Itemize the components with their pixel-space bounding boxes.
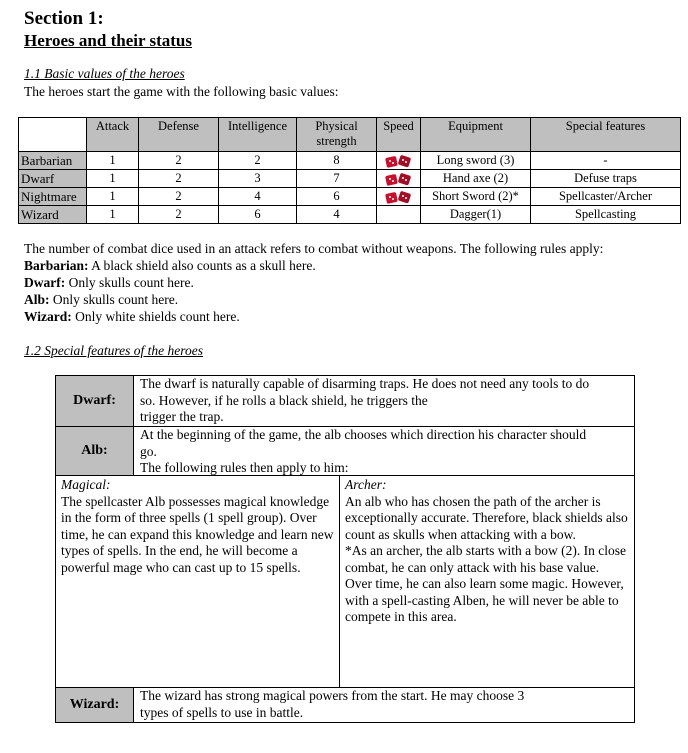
defense-value: 2: [139, 152, 219, 170]
rule-alb: [24, 291, 674, 308]
section-title: Heroes and their status: [24, 31, 192, 50]
basic-values-heading: 1.1 Basic values of the heroes: [24, 66, 185, 81]
section-number: Section 1:: [24, 8, 104, 29]
col-header-attack: Attack: [87, 118, 139, 152]
hero-name: Barbarian: [19, 152, 87, 170]
speed-cell: [377, 152, 421, 170]
strength-value: 7: [297, 170, 377, 188]
rule-text: A black shield also counts as a skull here.: [88, 258, 316, 273]
archer-text-3: Over time, he can also learn some magic. However, with a spell-casting Alben, he will never be able to compete in this area.: [345, 576, 624, 624]
special-value: -: [531, 152, 681, 170]
magical-text: The spellcaster Alb possesses magical knowledge in the form of three spells (1 spell group). Over time, he can expand this knowledge and learn new types of spells. In the end, he will become a powerful mage who can cast up to 15 spells.: [61, 493, 334, 575]
defense-value: 2: [139, 188, 219, 206]
col-header-intelligence: Intelligence: [219, 118, 297, 152]
intelligence-value: 3: [219, 170, 297, 188]
special-value: Spellcasting: [531, 206, 681, 224]
col-header-physical-strength: Physical strength: [297, 118, 377, 152]
defense-value: 2: [139, 206, 219, 224]
special-features-heading: 1.2 Special features of the heroes: [24, 343, 203, 358]
intelligence-value: 2: [219, 152, 297, 170]
red-dice-icon: [384, 171, 414, 187]
red-dice-icon: [384, 153, 414, 169]
rule-label: Dwarf:: [24, 275, 66, 290]
rule-text: Only white shields count here.: [71, 309, 240, 324]
equipment-value: Dagger(1): [421, 206, 531, 224]
combat-rules: [24, 240, 674, 325]
speed-cell: [377, 170, 421, 188]
col-header-speed: Speed: [377, 118, 421, 152]
equipment-value: Hand axe (2): [421, 170, 531, 188]
attack-value: 1: [87, 170, 139, 188]
hero-stats-table: [18, 117, 681, 224]
rule-barbarian: [24, 257, 674, 274]
dwarf-line: trigger the trap.: [140, 409, 224, 424]
archer-title: Archer:: [345, 477, 387, 492]
equipment-value: Long sword (3): [421, 152, 531, 170]
rule-dwarf: [24, 274, 674, 291]
rule-label: Alb:: [24, 292, 50, 307]
rule-wizard: [24, 308, 674, 325]
wizard-line: types of spells to use in battle.: [140, 704, 304, 720]
red-dice-icon: [384, 189, 414, 205]
strength-value: 6: [297, 188, 377, 206]
magical-title: Magical:: [61, 477, 111, 492]
intelligence-value: 6: [219, 206, 297, 224]
table-corner-cell: [19, 118, 87, 152]
attack-value: 1: [87, 152, 139, 170]
combat-rules-intro: The number of combat dice used in an attack refers to combat without weapons. The following rules apply:: [24, 241, 604, 256]
speed-cell: [377, 206, 421, 224]
wizard-description: [140, 688, 632, 721]
archer-text-1: An alb who has chosen the path of the archer is exceptionally accurate. Therefore, black shields also count as skulls when attacking with a bow.: [345, 493, 628, 542]
alb-label: Alb:: [55, 426, 134, 476]
hero-name: Nightmare: [19, 188, 87, 206]
dwarf-line: The dwarf is naturally capable of disarming traps. He does not need any tools to do: [140, 376, 590, 391]
archer-text-2: *As an archer, the alb starts with a bow (2). In close combat, he can only attack with his base value.: [345, 543, 626, 575]
attack-value: 1: [87, 206, 139, 224]
basic-values-intro: The heroes start the game with the following basic values:: [24, 84, 339, 99]
wizard-line: The wizard has strong magical powers from the start. He may choose 3: [140, 688, 525, 703]
alb-line: The following rules then apply to him:: [140, 460, 349, 475]
wizard-label: Wizard:: [55, 687, 134, 723]
special-value: Spellcaster/Archer: [531, 188, 681, 206]
dwarf-line: so. However, if he rolls a black shield, he triggers the: [140, 392, 428, 408]
col-header-defense: Defense: [139, 118, 219, 152]
table-header-row: [19, 118, 681, 152]
strength-value: 4: [297, 206, 377, 224]
table-row: [19, 206, 681, 224]
dwarf-description: [140, 376, 632, 426]
alb-description: [140, 427, 632, 477]
equipment-value: Short Sword (2)*: [421, 188, 531, 206]
table-row: [19, 170, 681, 188]
hero-name: Wizard: [19, 206, 87, 224]
dwarf-label: Dwarf:: [55, 375, 134, 427]
alb-line: go.: [140, 443, 157, 459]
archer-description: [345, 477, 631, 626]
magical-description: [61, 477, 334, 576]
defense-value: 2: [139, 170, 219, 188]
col-header-equipment: Equipment: [421, 118, 531, 152]
rule-label: Wizard:: [24, 309, 72, 324]
rule-text: Only skulls count here.: [49, 292, 179, 307]
table-row: [19, 152, 681, 170]
alb-line: At the beginning of the game, the alb chooses which direction his character should: [140, 427, 587, 442]
hero-name: Dwarf: [19, 170, 87, 188]
strength-value: 8: [297, 152, 377, 170]
special-value: Defuse traps: [531, 170, 681, 188]
intelligence-value: 4: [219, 188, 297, 206]
table-row: [19, 188, 681, 206]
rule-label: Barbarian:: [24, 258, 89, 273]
attack-value: 1: [87, 188, 139, 206]
rule-text: Only skulls count here.: [65, 275, 194, 290]
col-header-special-features: Special features: [531, 118, 681, 152]
speed-cell: [377, 188, 421, 206]
